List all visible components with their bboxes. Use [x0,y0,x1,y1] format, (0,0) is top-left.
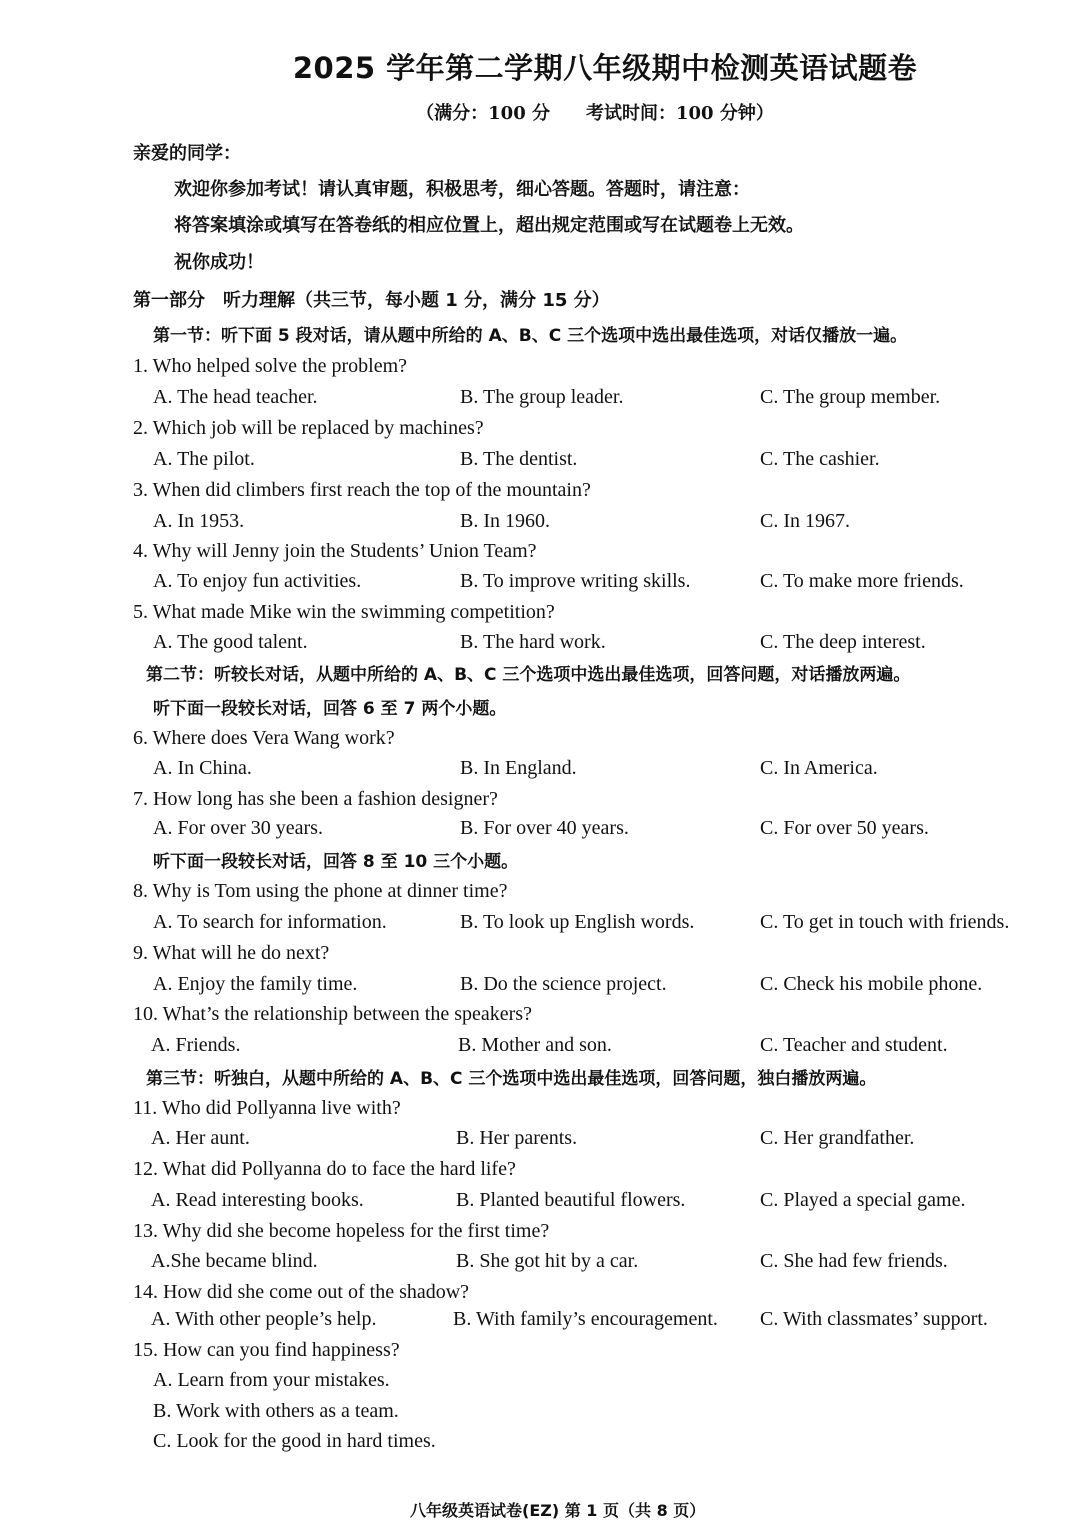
q3-option-a: A. In 1953. [153,510,245,532]
q4-option-b: B. To improve writing skills. [460,570,691,592]
section2-note-2: 听下面一段较长对话，回答 8 至 10 三个小题。 [153,852,519,872]
question-4: 4. Why will Jenny join the Students’ Union Team? [133,540,537,562]
exam-subtitle: （满分：100 分 考试时间：100 分钟） [416,103,774,124]
intro-line-2: 将答案填涂或填写在答卷纸的相应位置上，超出规定范围或写在试题卷上无效。 [174,215,804,236]
q9-option-c: C. Check his mobile phone. [760,973,983,995]
question-1: 1. Who helped solve the problem? [133,355,408,377]
q15-option-c: C. Look for the good in hard times. [153,1430,436,1452]
question-10: 10. What’s the relationship between the speakers? [133,1003,532,1025]
part1-heading: 第一部分 听力理解（共三节，每小题 1 分，满分 15 分） [133,290,610,311]
q2-option-c: C. The cashier. [760,448,880,470]
q12-option-c: C. Played a special game. [760,1189,966,1211]
question-15: 15. How can you find happiness? [133,1339,400,1361]
q7-option-b: B. For over 40 years. [460,817,629,839]
q13-option-a: A.She became blind. [151,1250,318,1272]
q14-option-b: B. With family’s encouragement. [453,1308,718,1330]
q10-option-a: A. Friends. [151,1034,241,1056]
question-12: 12. What did Pollyanna do to face the hard life? [133,1158,516,1180]
q15-option-b: B. Work with others as a team. [153,1400,399,1422]
question-13: 13. Why did she become hopeless for the first time? [133,1220,550,1242]
question-6: 6. Where does Vera Wang work? [133,727,395,749]
q7-option-c: C. For over 50 years. [760,817,929,839]
q5-option-a: A. The good talent. [153,631,308,653]
q12-option-a: A. Read interesting books. [151,1189,364,1211]
q4-option-a: A. To enjoy fun activities. [153,570,362,592]
q1-option-c: C. The group member. [760,386,941,408]
question-9: 9. What will he do next? [133,942,330,964]
q7-option-a: A. For over 30 years. [153,817,323,839]
section2-instruction: 第二节：听较长对话，从题中所给的 A、B、C 三个选项中选出最佳选项，回答问题，对话播放两遍。 [146,665,911,685]
q11-option-b: B. Her parents. [456,1127,578,1149]
greeting: 亲爱的同学： [133,143,241,164]
section1-instruction: 第一节：听下面 5 段对话，请从题中所给的 A、B、C 三个选项中选出最佳选项，对话仅播放一遍。 [153,326,908,346]
q4-option-c: C. To make more friends. [760,570,964,592]
q6-option-c: C. In America. [760,757,878,779]
q8-option-a: A. To search for information. [153,911,387,933]
q8-option-c: C. To get in touch with friends. [760,911,1010,933]
question-14: 14. How did she come out of the shadow? [133,1281,470,1303]
q9-option-b: B. Do the science project. [460,973,667,995]
question-8: 8. Why is Tom using the phone at dinner time? [133,880,508,902]
page-footer: 八年级英语试卷(EZ) 第 1 页（共 8 页） [410,1501,706,1520]
question-11: 11. Who did Pollyanna live with? [133,1097,401,1119]
exam-title: 2025 学年第二学期八年级期中检测英语试题卷 [292,51,918,85]
q11-option-a: A. Her aunt. [151,1127,250,1149]
question-2: 2. Which job will be replaced by machines? [133,417,484,439]
q14-option-a: A. With other people’s help. [151,1308,377,1330]
q13-option-b: B. She got hit by a car. [456,1250,639,1272]
q5-option-c: C. The deep interest. [760,631,926,653]
q13-option-c: C. She had few friends. [760,1250,948,1272]
question-7: 7. How long has she been a fashion designer? [133,788,498,810]
q2-option-a: A. The pilot. [153,448,255,470]
intro-line-1: 欢迎你参加考试！请认真审题，积极思考，细心答题。答题时，请注意： [174,179,750,200]
q3-option-c: C. In 1967. [760,510,850,532]
q5-option-b: B. The hard work. [460,631,606,653]
q6-option-a: A. In China. [153,757,252,779]
q12-option-b: B. Planted beautiful flowers. [456,1189,686,1211]
section2-note-1: 听下面一段较长对话，回答 6 至 7 两个小题。 [153,699,507,719]
question-5: 5. What made Mike win the swimming competition? [133,601,555,623]
q3-option-b: B. In 1960. [460,510,550,532]
q8-option-b: B. To look up English words. [460,911,695,933]
q2-option-b: B. The dentist. [460,448,578,470]
q1-option-a: A. The head teacher. [153,386,318,408]
q14-option-c: C. With classmates’ support. [760,1308,988,1330]
q9-option-a: A. Enjoy the family time. [153,973,358,995]
q15-option-a: A. Learn from your mistakes. [153,1369,390,1391]
intro-line-3: 祝你成功！ [174,252,264,273]
question-3: 3. When did climbers first reach the top of the mountain? [133,479,591,501]
section3-instruction: 第三节：听独白，从题中所给的 A、B、C 三个选项中选出最佳选项，回答问题，独白播放两遍。 [146,1069,877,1089]
q10-option-c: C. Teacher and student. [760,1034,948,1056]
q6-option-b: B. In England. [460,757,577,779]
q1-option-b: B. The group leader. [460,386,624,408]
q11-option-c: C. Her grandfather. [760,1127,915,1149]
q10-option-b: B. Mother and son. [458,1034,612,1056]
